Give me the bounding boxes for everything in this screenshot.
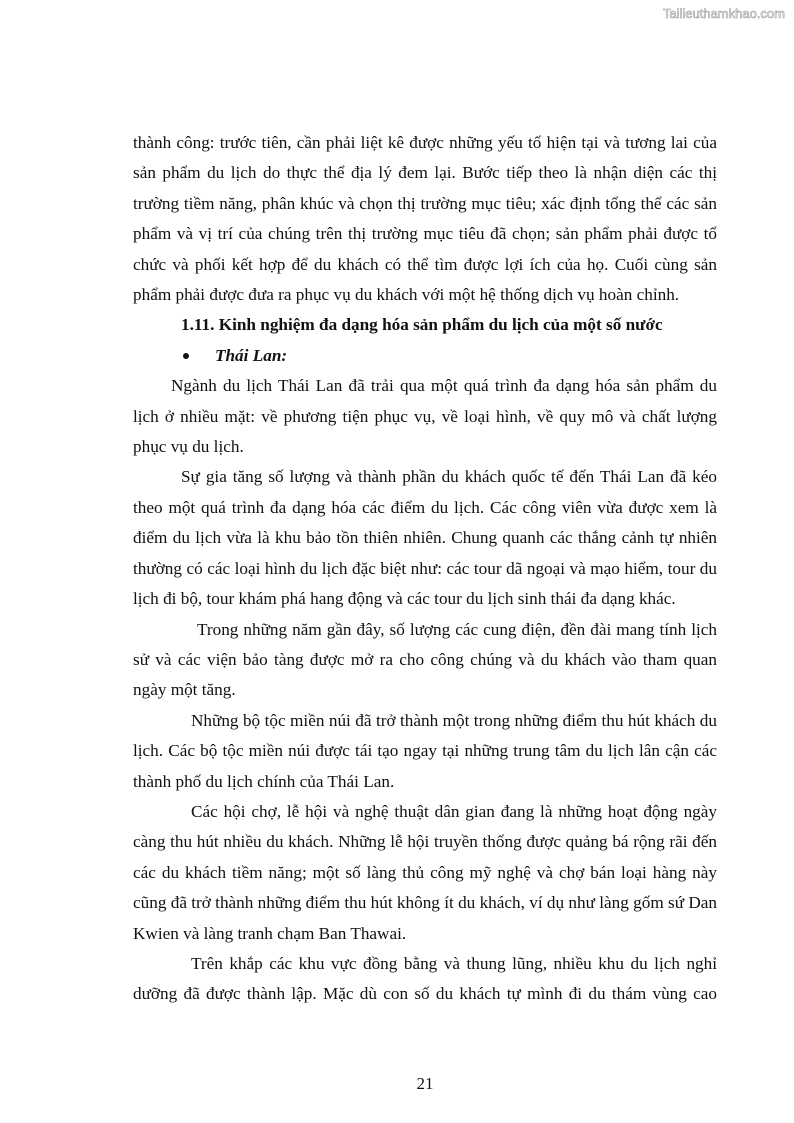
paragraph-intro: thành công: trước tiên, cần phải liệt kê được những yếu tố hiện tại và tương lai của sản phẩm du lịch do thực thể địa lý đem lại. Bước tiếp theo là nhận diện các thị trường tiềm năng, phân khúc và chọn thị trường mục tiêu; xác định tổng thể các sản phẩm và vị trí của chúng trên thị trường mục tiêu đã chọn; sản phẩm phải được tổ chức và phối kết hợp để du khách có thể tìm được lợi ích của họ. Cuối cùng sản phẩm phải được đưa ra phục vụ du khách với một hệ thống dịch vụ hoàn chỉnh. xyxy=(133,133,717,305)
bullet-label: Thái Lan: xyxy=(215,345,288,365)
bullet-item-thailand xyxy=(133,341,717,371)
paragraph-3: Trong những năm gần đây, số lượng các cung điện, đền đài mang tính lịch sử và các viện bảo tàng được mở ra cho công chúng và du khách vào tham quan ngày một tăng. xyxy=(133,619,717,700)
bullet-icon xyxy=(183,353,189,359)
paragraph-1: Ngành du lịch Thái Lan đã trải qua một quá trình đa dạng hóa sản phẩm du lịch ở nhiều mặt: về phương tiện phục vụ, về loại hình, về quy mô và chất lượng phục vụ du lịch. xyxy=(133,376,717,457)
document-page xyxy=(133,128,717,1010)
paragraph-4: Những bộ tộc miền núi đã trở thành một trong những điểm thu hút khách du lịch. Các bộ tộc miền núi được tái tạo ngay tại những trung tâm du lịch lân cận các thành phố du lịch chính của Thái Lan. xyxy=(133,710,717,791)
page-number: 21 xyxy=(416,1074,434,1093)
watermark: Tailieuthamkhao.com xyxy=(662,6,785,21)
paragraph-5: Các hội chợ, lễ hội và nghệ thuật dân gian đang là những hoạt động ngày càng thu hút nhiều du khách. Những lễ hội truyền thống được quảng bá rộng rãi đến các du khách tiềm năng; một số làng thủ công mỹ nghệ và chợ bán loại hàng này cũng đã trở thành những điểm thu hút không ít du khách, ví dụ như làng gốm sứ Dan Kwien và làng tranh chạm Ban Thawai. xyxy=(133,801,717,943)
paragraph-2: Sự gia tăng số lượng và thành phần du khách quốc tế đến Thái Lan đã kéo theo một quá trình đa dạng hóa các điểm du lịch. Các công viên vừa được xem là điểm du lịch vừa là khu bảo tồn thiên nhiên. Chung quanh các thắng cảnh tự nhiên thường có các loại hình du lịch đặc biệt như: các tour dã ngoại và mạo hiểm, tour du lịch đi bộ, tour khám phá hang động và các tour du lịch sinh thái đa dạng khác. xyxy=(133,467,717,609)
paragraph-6: Trên khắp các khu vực đồng bằng và thung lũng, nhiều khu du lịch nghỉ dưỡng đã được thành lập. Mặc dù con số du khách tự mình đi du thám vùng cao xyxy=(133,953,717,1004)
section-heading: 1.11. Kinh nghiệm đa dạng hóa sản phẩm du lịch của một số nước xyxy=(181,315,663,335)
